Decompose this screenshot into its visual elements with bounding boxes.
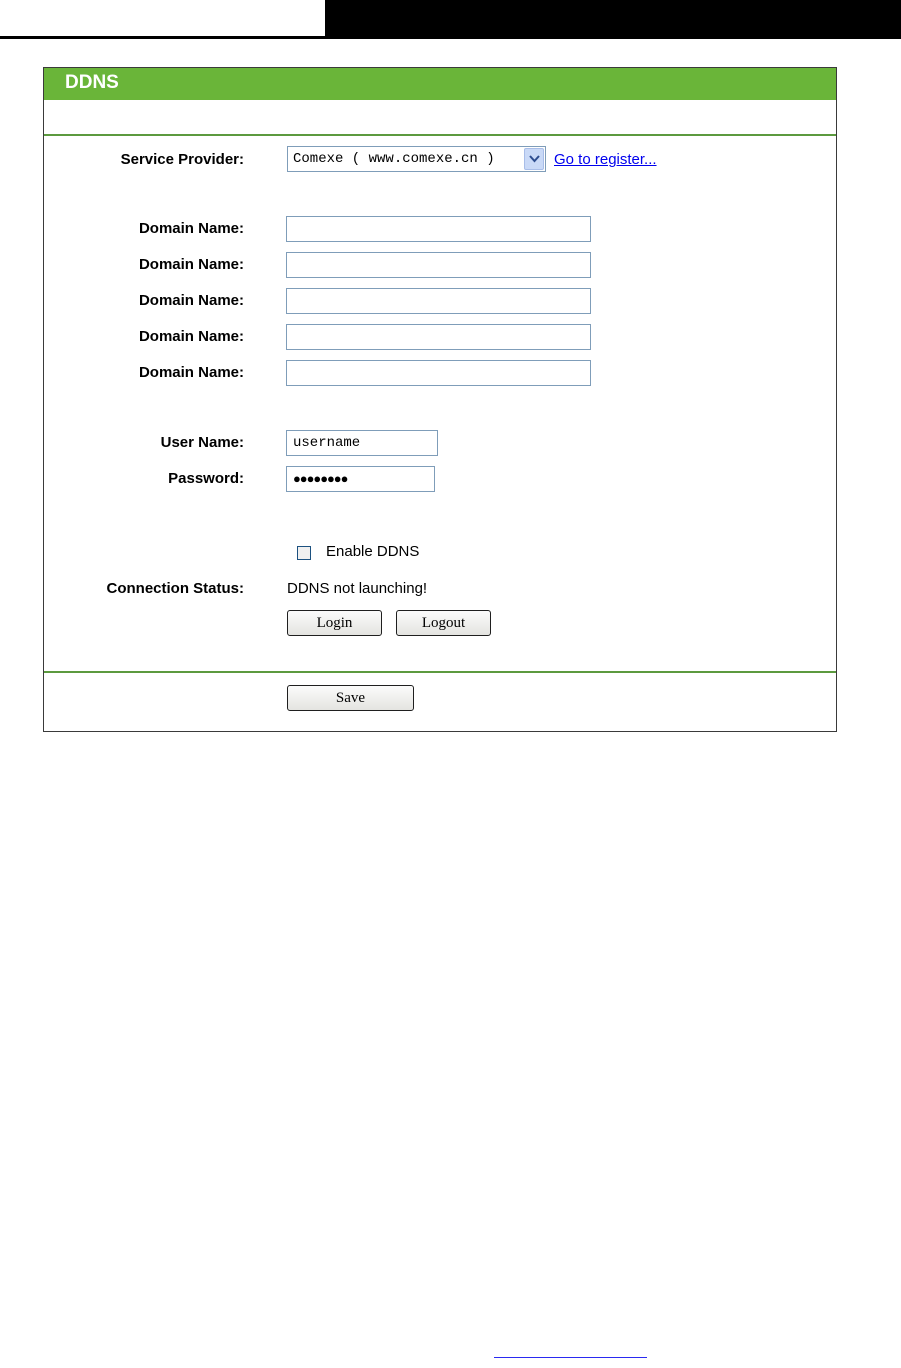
service-provider-value: Comexe ( www.comexe.cn ) <box>293 151 495 167</box>
chevron-down-icon[interactable] <box>524 148 544 170</box>
enable-ddns-label: Enable DDNS <box>326 543 420 560</box>
top-bar-right <box>325 0 901 37</box>
top-bar-rule <box>0 36 901 39</box>
domain-name-input-3[interactable] <box>286 288 591 314</box>
domain-name-label-2: Domain Name: <box>138 256 244 273</box>
password-input[interactable]: ●●●●●●●● <box>286 466 435 492</box>
domain-name-input-5[interactable] <box>286 360 591 386</box>
domain-name-label-5: Domain Name: <box>138 364 244 381</box>
domain-name-input-2[interactable] <box>286 252 591 278</box>
panel-title: DDNS <box>65 72 119 93</box>
register-link[interactable]: Go to register... <box>554 151 657 168</box>
user-name-label: User Name: <box>160 434 244 451</box>
domain-name-label-4: Domain Name: <box>138 328 244 345</box>
login-button[interactable]: Login <box>287 610 382 636</box>
panel-header <box>44 68 836 100</box>
service-provider-label: Service Provider: <box>120 151 244 168</box>
divider-top <box>44 134 836 136</box>
domain-name-input-1[interactable] <box>286 216 591 242</box>
footer-link-underline <box>494 1357 647 1358</box>
connection-status-label: Connection Status: <box>106 580 244 597</box>
logout-button[interactable]: Logout <box>396 610 491 636</box>
user-name-input[interactable]: username <box>286 430 438 456</box>
enable-ddns-checkbox[interactable] <box>297 546 311 560</box>
divider-bottom <box>44 671 836 673</box>
service-provider-select[interactable] <box>287 146 546 172</box>
password-label: Password: <box>168 470 244 487</box>
connection-status-value: DDNS not launching! <box>287 580 428 597</box>
domain-name-label-1: Domain Name: <box>138 220 244 237</box>
ddns-panel <box>43 67 837 732</box>
save-button[interactable]: Save <box>287 685 414 711</box>
top-bar-left <box>0 0 325 36</box>
domain-name-input-4[interactable] <box>286 324 591 350</box>
domain-name-label-3: Domain Name: <box>138 292 244 309</box>
